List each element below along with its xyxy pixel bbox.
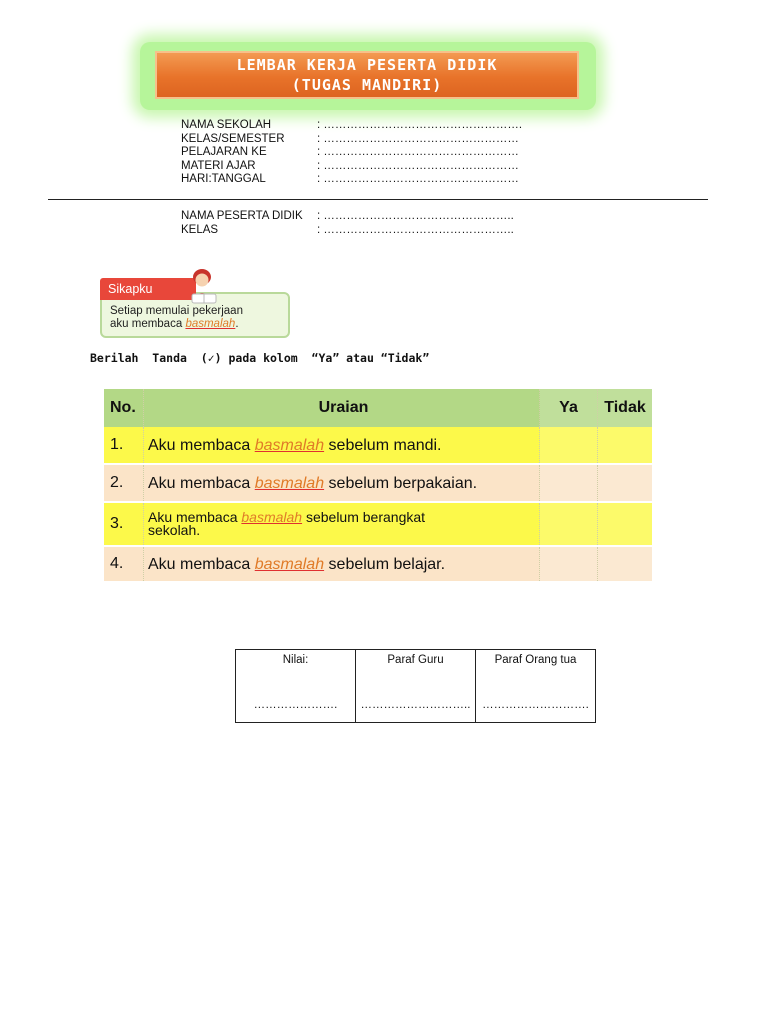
school-info-row	[181, 146, 522, 160]
child-reading-icon	[182, 266, 224, 308]
student-info-row	[181, 210, 514, 224]
paraf-guru-label: Paraf Guru	[387, 654, 444, 666]
field-label: KELAS/SEMESTER	[181, 132, 285, 145]
row-number: 4.	[104, 547, 144, 581]
row-suffix: sebelum mandi.	[324, 436, 442, 454]
nilai-label: Nilai:	[282, 654, 309, 666]
nilai-blank: ………………….	[253, 699, 338, 711]
basmalah-highlight: basmalah	[185, 317, 236, 330]
tidak-checkbox-cell[interactable]	[598, 465, 652, 501]
row-line-2: sekolah.	[148, 522, 201, 538]
student-info-row	[181, 224, 514, 238]
paraf-guru-blank: ………………………..	[360, 699, 471, 711]
paraf-orang-tua-column[interactable]	[476, 650, 595, 722]
field-value[interactable]: : ……………………………………………	[317, 159, 519, 172]
sikapku-line-1: Setiap memulai pekerjaan	[110, 305, 243, 317]
nilai-column[interactable]	[236, 650, 356, 722]
sikapku-tab: Sikapku	[100, 278, 196, 300]
field-label: HARI:TANGGAL	[181, 173, 266, 185]
ya-checkbox-cell[interactable]	[540, 547, 598, 581]
tidak-checkbox-cell[interactable]	[598, 427, 652, 463]
worksheet-title	[155, 51, 579, 99]
header-uraian: Uraian	[144, 389, 540, 427]
tidak-checkbox-cell[interactable]	[598, 503, 652, 545]
title-line-2: (TUGAS MANDIRI)	[291, 76, 443, 94]
row-number: 3.	[104, 503, 144, 545]
row-prefix: Aku membaca	[148, 509, 242, 525]
field-value[interactable]: : ……………………………………………	[317, 132, 519, 145]
sikapku-line-2-suffix: .	[235, 317, 239, 330]
row-prefix: Aku membaca	[148, 474, 255, 492]
field-value[interactable]: : ……………………………………………	[317, 146, 519, 158]
row-uraian	[144, 465, 540, 501]
paraf-guru-column[interactable]	[356, 650, 476, 722]
school-info	[181, 119, 522, 187]
table-row	[104, 503, 652, 545]
field-label: NAMA SEKOLAH	[181, 119, 272, 131]
signature-table	[235, 649, 596, 723]
table-header-row	[104, 389, 652, 427]
field-value[interactable]: : …………………………………………….	[317, 119, 523, 131]
header-tidak: Tidak	[598, 389, 652, 427]
field-label: MATERI AJAR	[181, 159, 256, 172]
row-suffix: sebelum berangkat	[302, 509, 426, 525]
instruction-text: Berilah Tanda (✓) pada kolom “Ya” atau “Tidak”	[90, 351, 430, 365]
ya-checkbox-cell[interactable]	[540, 465, 598, 501]
school-info-row	[181, 173, 522, 187]
divider-line	[48, 199, 708, 200]
ya-checkbox-cell[interactable]	[540, 503, 598, 545]
ya-checkbox-cell[interactable]	[540, 427, 598, 463]
school-info-row	[181, 160, 522, 174]
sikapku-line-2-prefix: aku membaca	[110, 317, 186, 330]
paraf-orang-tua-blank: ……………………….	[482, 699, 589, 711]
field-label: KELAS	[181, 223, 219, 236]
row-prefix: Aku membaca	[148, 555, 255, 573]
title-line-1: LEMBAR KERJA PESERTA DIDIK	[236, 56, 498, 74]
table-row	[104, 465, 652, 501]
row-number: 2.	[104, 465, 144, 501]
student-info	[181, 210, 514, 237]
field-label: NAMA PESERTA DIDIK	[181, 210, 303, 222]
row-uraian	[144, 503, 540, 545]
paraf-orang-tua-label: Paraf Orang tua	[494, 654, 577, 666]
basmalah-highlight: basmalah	[254, 555, 325, 573]
sikapku-box	[100, 266, 292, 342]
field-label: PELAJARAN KE	[181, 146, 267, 158]
school-info-row	[181, 133, 522, 147]
basmalah-highlight: basmalah	[241, 509, 303, 525]
school-info-row	[181, 119, 522, 133]
header-no: No.	[104, 389, 144, 427]
checklist-table	[104, 389, 652, 581]
row-number: 1.	[104, 427, 144, 463]
tidak-checkbox-cell[interactable]	[598, 547, 652, 581]
row-prefix: Aku membaca	[148, 436, 255, 454]
sikapku-line-2	[110, 318, 288, 331]
basmalah-highlight: basmalah	[254, 436, 325, 454]
row-suffix: sebelum belajar.	[324, 555, 446, 573]
field-value[interactable]: : …………………………………………..	[317, 210, 514, 222]
table-row	[104, 547, 652, 581]
row-suffix: sebelum berpakaian.	[324, 474, 478, 492]
field-value[interactable]: : …………………………………………..	[317, 223, 514, 236]
row-uraian	[144, 427, 540, 463]
basmalah-highlight: basmalah	[254, 474, 325, 492]
header-ya: Ya	[540, 389, 598, 427]
table-row	[104, 427, 652, 463]
field-value[interactable]: : ……………………………………………	[317, 173, 519, 185]
row-uraian	[144, 547, 540, 581]
